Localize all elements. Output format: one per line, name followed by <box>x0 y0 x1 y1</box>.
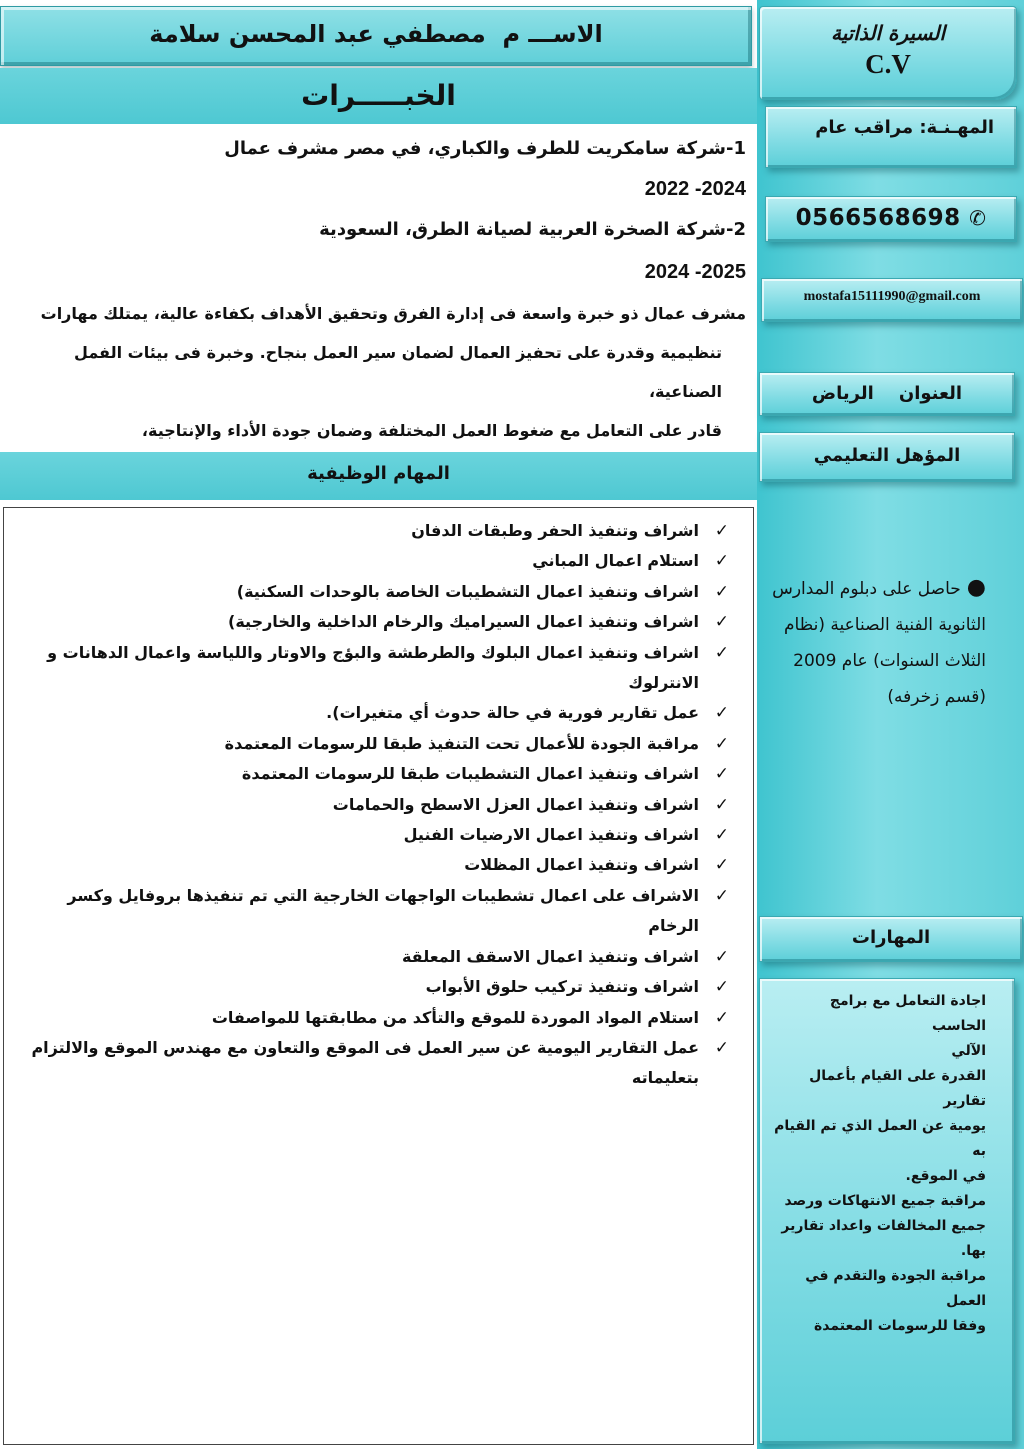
experience-years-1: 2022 -2024 <box>644 178 746 200</box>
skills-title: المهارات <box>851 927 931 948</box>
education-line: (قسم زخرفه) <box>887 687 986 707</box>
task-item: ✓ استلام المواد الموردة للموقع والتأكد من مطابقتها للمواصفات <box>22 1003 729 1033</box>
cv-title-english: C.V <box>865 49 911 79</box>
check-icon: ✓ <box>714 612 729 633</box>
job-title: المهـنـة: مراقب عام <box>815 117 994 138</box>
tasks-list <box>4 508 753 1094</box>
task-item: ✓ مراقبة الجودة للأعمال تحت التنفيذ طبقا للرسومات المعتمدة <box>22 729 729 759</box>
profile-summary <box>26 294 746 450</box>
check-icon: ✓ <box>714 581 729 602</box>
education-title-box <box>759 432 1015 482</box>
address-box <box>759 372 1015 416</box>
applicant-name: الاســـ م مصطفي عبد المحسن سلامة <box>149 20 603 48</box>
tasks-header <box>0 452 757 500</box>
education-title: المؤهل التعليمي <box>813 445 961 466</box>
skills-box <box>759 978 1015 1444</box>
check-icon: ✓ <box>714 977 729 998</box>
address-text: العنوان الرياض <box>811 383 963 404</box>
skill-line: يومية عن العمل الذي تم القيام به <box>774 1118 986 1159</box>
education-line: ●حاصل على دبلوم المدارس <box>772 575 986 600</box>
check-icon: ✓ <box>714 642 729 663</box>
education-line: الثانوية الفنية الصناعية (نظام <box>783 615 986 635</box>
task-item: ✓ الاشراف على اعمال تشطيبات الواجهات الخارجية التي تم تنفيذها بروفايل وكسر الرخام <box>22 881 729 942</box>
task-item: ✓ اشراف وتنفيذ اعمال الارضيات الفنيل <box>22 820 729 850</box>
bullet-icon: ● <box>966 575 986 600</box>
name-bar <box>0 6 752 66</box>
experience-years-2: 2024 -2025 <box>644 261 746 283</box>
task-item: ✓ عمل التقارير اليومية عن سير العمل فى الموقع والتعاون مع مهندس الموقع والالتزام بتعليماته <box>22 1033 729 1094</box>
job-box <box>765 106 1017 168</box>
check-icon: ✓ <box>714 521 729 541</box>
skill-line: جميع المخالفات واعداد تقارير <box>781 1218 986 1234</box>
task-item: ✓ عمل تقارير فورية في حالة حدوث أي متغيرات). <box>22 698 729 728</box>
phone-icon: ✆ <box>969 206 987 230</box>
experience-header <box>0 68 757 124</box>
skill-line: بها. <box>960 1243 986 1259</box>
check-icon: ✓ <box>714 551 729 572</box>
check-icon: ✓ <box>714 885 729 906</box>
check-icon: ✓ <box>714 855 729 876</box>
check-icon: ✓ <box>714 946 729 967</box>
phone-number-row <box>766 197 1016 231</box>
summary-line: قادر على التعامل مع ضغوط العمل المختلفة وضمان جودة الأداء والإنتاجية، <box>141 421 722 440</box>
tasks-box <box>3 507 754 1445</box>
check-icon: ✓ <box>714 1037 729 1058</box>
check-icon: ✓ <box>714 1007 729 1028</box>
task-item: ✓ استلام اعمال المباني <box>22 546 729 576</box>
education-line: الثلاث السنوات) عام 2009 <box>793 651 986 671</box>
skill-line: مراقبة جميع الانتهاكات ورصد <box>784 1193 986 1209</box>
phone-box <box>765 196 1017 242</box>
task-item: ✓ اشراف وتنفيذ الحفر وطبقات الدفان <box>22 516 729 546</box>
skill-line: الآلي <box>951 1043 986 1059</box>
check-icon: ✓ <box>714 764 729 785</box>
skill-line: اجادة التعامل مع برامج الحاسب <box>829 993 986 1034</box>
check-icon: ✓ <box>714 733 729 754</box>
education-details <box>766 570 986 715</box>
skill-line: في الموقع. <box>905 1168 986 1184</box>
check-icon: ✓ <box>714 794 729 815</box>
summary-line: تنظيمية وقدرة على تحفيز العمال لضمان سير العمل بنجاح. وخبرة فى بيئات الفمل الصناعية، <box>74 343 722 401</box>
phone-number: 0566568698 <box>795 205 961 231</box>
skills-title-box <box>759 916 1023 962</box>
skill-line: القدرة على القيام بأعمال تقارير <box>809 1068 986 1109</box>
experience-company-1: 1-شركة سامكريت للطرف والكباري، في مصر مشرف عمال <box>224 138 746 159</box>
skills-list <box>760 979 1014 1339</box>
experience-company-2: 2-شركة الصخرة العربية لصيانة الطرق، السعودية <box>319 219 746 240</box>
experience-title: الخبـــــرات <box>301 79 456 112</box>
check-icon: ✓ <box>714 825 729 846</box>
summary-line: مشرف عمال ذو خبرة واسعة فى إدارة الفرق وتحقيق الأهداف بكفاءة عالية، يمتلك مهارات <box>40 304 746 323</box>
task-item: ✓ اشراف وتنفيذ اعمال التشطيبات طبقا للرسومات المعتمدة <box>22 759 729 789</box>
cv-title-arabic: السيرة الذاتية <box>830 21 946 45</box>
task-item: ✓ اشراف وتنفيذ اعمال البلوك والطرطشة والبؤج والاوتار واللياسة واعمال الدهانات و الانترلوك <box>22 638 729 699</box>
task-item: ✓ اشراف وتنفيذ اعمال العزل الاسطح والحمامات <box>22 790 729 820</box>
tasks-title: المهام الوظيفية <box>307 463 450 484</box>
cv-header-box <box>759 6 1017 100</box>
task-item: ✓ اشراف وتنفيذ تركيب حلوق الأبواب <box>22 972 729 1002</box>
check-icon: ✓ <box>714 703 729 724</box>
email-box <box>761 278 1023 322</box>
email-address: mostafa15111990@gmail.com <box>803 289 981 304</box>
task-item: ✓ اشراف وتنفيذ اعمال الاسقف المعلقة <box>22 942 729 972</box>
task-item: ✓ اشراف وتنفيذ اعمال المظلات <box>22 850 729 880</box>
skill-line: مراقبة الجودة والتقدم في العمل <box>805 1268 986 1309</box>
skill-line: وفقا للرسومات المعتمدة <box>814 1318 986 1334</box>
task-item: ✓ اشراف وتنفيذ اعمال السيراميك والرخام الداخلية والخارجية) <box>22 607 729 637</box>
task-item: ✓ اشراف وتنفيذ اعمال التشطيبات الخاصة بالوحدات السكنية) <box>22 577 729 607</box>
sidebar <box>757 0 1024 1449</box>
